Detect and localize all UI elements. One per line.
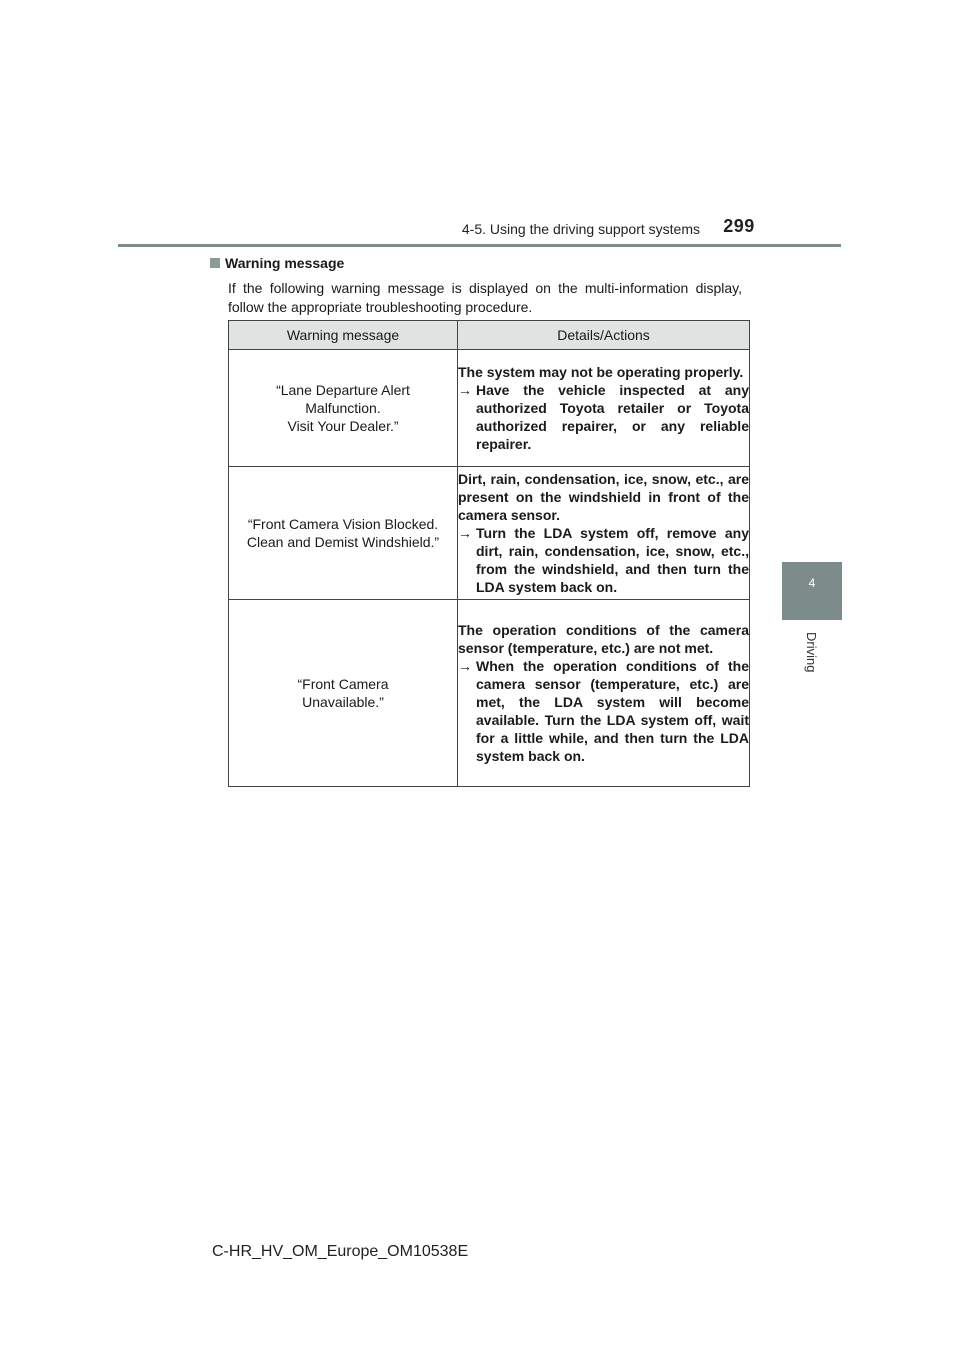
action-text: Have the vehicle inspected at any authorized Toyota retailer or Toyota authorized repairer, or any reliable repairer. (476, 382, 749, 452)
arrow-right-icon: → (458, 658, 472, 674)
message-line: “Lane Departure Alert (276, 382, 410, 398)
document-code: C-HR_HV_OM_Europe_OM10538E (212, 1243, 469, 1260)
details-cell (458, 467, 750, 600)
section-heading-text: Warning message (225, 255, 345, 271)
column-header-warning-message: Warning message (229, 321, 458, 350)
details-action (458, 657, 749, 765)
warning-message-table (228, 320, 750, 787)
message-line: “Front Camera Vision Blocked. (247, 516, 439, 532)
page-number: 299 (723, 216, 755, 236)
message-line: Visit Your Dealer.” (287, 418, 399, 434)
details-action (458, 381, 749, 453)
details-cell (458, 600, 750, 787)
chapter-label (806, 632, 820, 692)
section-heading (210, 255, 344, 271)
details-action (458, 524, 749, 596)
details-description: Dirt, rain, condensation, ice, snow, etc., are present on the windshield in front of the camera sensor. (458, 471, 749, 523)
chapter-tab (782, 562, 842, 620)
message-line: Clean and Demist Windshield.” (246, 534, 440, 550)
message-line: Unavailable.” (302, 694, 384, 710)
warning-message-cell (229, 600, 458, 787)
action-text: Turn the LDA system off, remove any dirt, rain, condensation, ice, snow, etc., from the windshield, and then turn the LDA system back on. (476, 525, 749, 595)
details-description: The operation conditions of the camera sensor (temperature, etc.) are not met. (458, 622, 749, 656)
intro-paragraph: If the following warning message is displayed on the multi-information display, follow the appropriate troubleshooting procedure. (228, 280, 742, 315)
table-row (229, 467, 750, 600)
message-line: Malfunction. (305, 400, 381, 416)
chapter-label-text: Driving (804, 632, 819, 673)
action-text: When the operation conditions of the camera sensor (temperature, etc.) are met, the LDA system will become available. Turn the LDA system off, wait for a little while, and then turn the LDA system back on. (476, 658, 749, 764)
running-header-title: 4-5. Using the driving support systems (461, 221, 700, 237)
table-row (229, 350, 750, 467)
warning-message-cell (229, 467, 458, 600)
details-cell (458, 350, 750, 467)
chapter-number: 4 (808, 576, 816, 590)
warning-message-cell (229, 350, 458, 467)
square-bullet-icon (210, 258, 220, 268)
message-line: “Front Camera (297, 676, 389, 692)
column-header-details-actions: Details/Actions (458, 321, 750, 350)
table-row (229, 600, 750, 787)
header-rule (118, 244, 841, 247)
arrow-right-icon: → (458, 382, 472, 398)
arrow-right-icon: → (458, 525, 472, 541)
details-description: The system may not be operating properly. (458, 364, 744, 380)
